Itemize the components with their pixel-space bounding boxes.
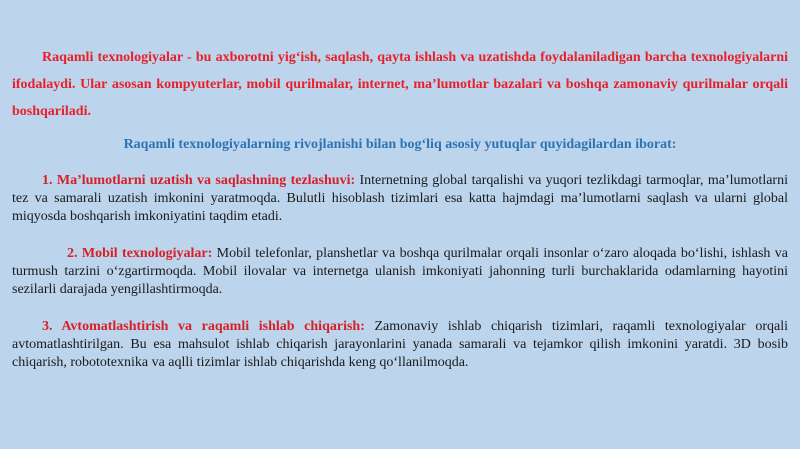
section-mobile-tech xyxy=(12,245,788,299)
section-body: Mobil telefonlar, planshetlar va boshqa qurilmalar orqali insonlar o‘zaro aloqada bo‘lishi, ishlash va turmush tarzini o‘zgartirmoqda. Mobil ilovalar va internetga ulanish imkoniyati jahonning turli burchaklarida odamlarning hayotini sezilarli darajada yengillashtirmoqda. xyxy=(12,246,788,297)
intro-paragraph: Raqamli texnologiyalar - bu axborotni yig‘ish, saqlash, qayta ishlash va uzatishda foydalaniladigan barcha texnologiyalarni ifodalaydi. Ular asosan kompyuterlar, mobil qurilmalar, internet, ma’lumotlar bazalari va boshqa zamonaviy qurilmalar orqali boshqariladi. xyxy=(12,50,788,119)
section-heading: 2. Mobil texnologiyalar: xyxy=(67,246,213,261)
section-data-transfer xyxy=(12,172,788,226)
section-heading: 3. Avtomatlashtirish va raqamli ishlab chiqarish: xyxy=(42,319,365,334)
section-body: Internetning global tarqalishi va yuqori tezlikdagi tarmoqlar, ma’lumotlarni tez va samarali uzatish imkonini yaratmoqda. Bulutli hisoblash tizimlari esa katta hajmdagi ma’lumotlarni saqlash va ularni global miqyosda boshqarish imkoniyatini taqdim etadi. xyxy=(12,173,788,224)
section-automation xyxy=(12,318,788,372)
subtitle: Raqamli texnologiyalarning rivojlanishi bilan bog‘liq asosiy yutuqlar quyidagilardan iborat: xyxy=(123,137,677,152)
section-heading: 1. Ma’lumotlarni uzatish va saqlashning tezlashuvi: xyxy=(42,173,356,188)
section-body: Zamonaviy ishlab chiqarish tizimlari, raqamli texnologiyalar orqali avtomatlashtirilgan. Bu esa mahsulot ishlab chiqarish jarayonlarini yanada samarali va tejamkor qilish imkonini yaratdi. 3D bosib chiqarish, robototexnika va aqlli tizimlar ishlab chiqarishda keng qo‘llanilmoqda. xyxy=(12,319,788,370)
